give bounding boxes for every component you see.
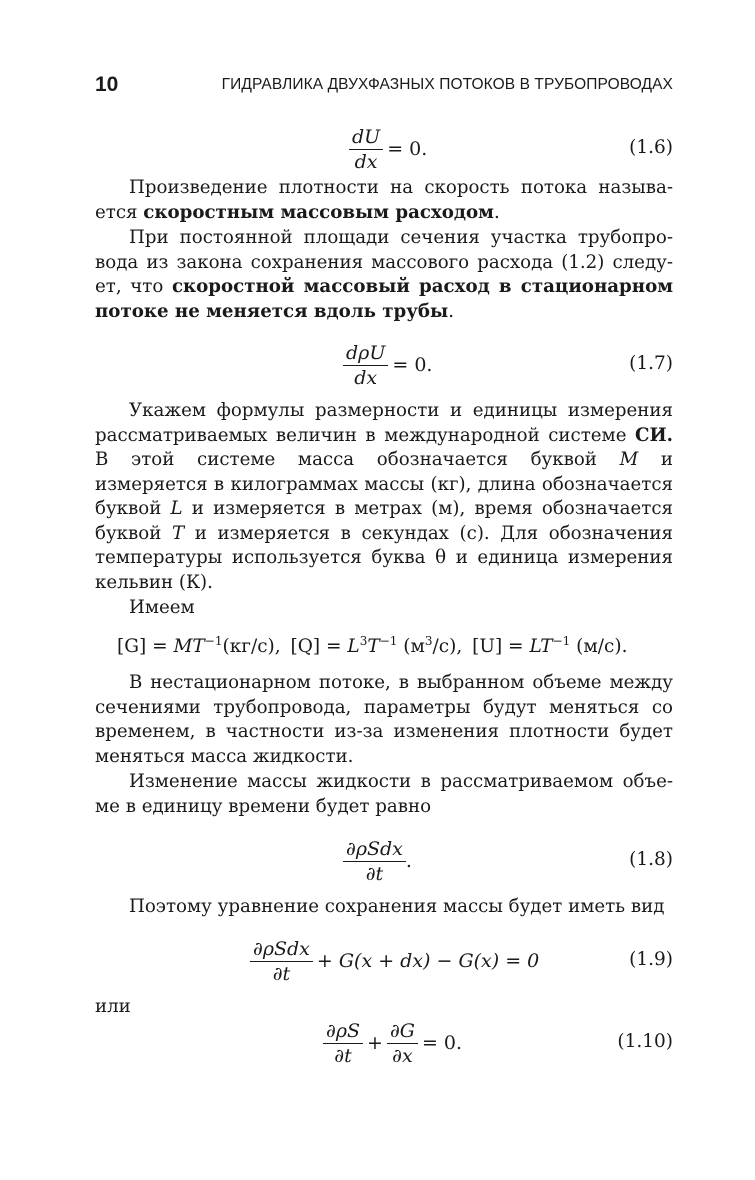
dimension-formulas: $[G] = MT^{-1}(кг/с)$, $[Q] = L^3T^{-1}$ $(м^3/с)$, $[U] = LT^{-1}$ (м/с).: [117, 634, 628, 657]
equation-number: (1.9): [629, 949, 673, 970]
equation-1-9: $\frac{\text{∂ρSdx}}{\partial t}$ + G(x + dx) − G(x) = 0 (1.9): [95, 936, 673, 986]
equation-1-10: $\frac{\partial\rho S}{\partial t}$ + $\frac{\partial G}{\partial x}$ = 0. (1.10): [95, 1018, 673, 1068]
equation-1-6: $\frac{dU}{dx}$ = 0. (1.6): [95, 124, 673, 174]
fraction: $\frac{\partial G}{\partial x}$: [387, 1020, 418, 1067]
paragraph-7: Поэтому уравнение сохранения массы будет иметь вид: [129, 896, 665, 917]
equation-1-8: $\frac{\text{∂ρSdx}}{\partial t}$ . (1.8): [95, 836, 673, 886]
paragraph-1: Произведение плотности на скорость потока называется скоростным массовым расходом.: [95, 177, 673, 223]
fraction: $\frac{\text{∂ρSdx}}{\partial t}$: [250, 938, 313, 985]
equation-number: (1.8): [629, 849, 673, 870]
paragraph-5: В нестационарном потоке, в выбранном объеме между сечениями трубопровода, параметры будут меняться со временем, в частности из-за изменения плотности будет меняться масса жидкости.: [95, 672, 673, 767]
fraction: $\frac{\text{dρU}}{dx}$: [343, 342, 388, 389]
paragraph-3: Укажем формулы размерности и единицы измерения рассматриваемых величин в международной системе СИ. В этой системе масса обозначается буквой M и измеряется в килограммах массы (кг), длина обозначается буквой L и измеряется в метрах (м), время обозначается буквой T и измеряется в секундах (с). Для обозначения температуры используется буква θ и единица измерения кельвин (К).: [95, 400, 673, 593]
fraction: $\frac{\partial\rho S}{\partial t}$: [323, 1020, 363, 1067]
equation-1-7: $\frac{\text{dρU}}{dx}$ = 0. (1.7): [95, 340, 673, 390]
paragraph-6: Изменение массы жидкости в рассматриваемом объеме в единицу времени будет равно: [95, 771, 673, 817]
fraction: $\frac{dU}{dx}$: [349, 126, 383, 173]
page-number: 10: [95, 73, 119, 96]
equation-number: (1.10): [617, 1031, 673, 1052]
paragraph-2: При постоянной площади сечения участка трубопровода из закона сохранения массового расхода (1.2) следует, что скоростной массовый расход в стационарном потоке не меняется вдоль трубы.: [95, 227, 673, 322]
running-title: ГИДРАВЛИКА ДВУХФАЗНЫХ ПОТОКОВ В ТРУБОПРОВОДАХ: [221, 76, 673, 93]
fraction: $\frac{\text{∂ρSdx}}{\partial t}$: [343, 838, 406, 885]
paragraph-8: или: [95, 996, 131, 1017]
equation-number: (1.7): [629, 353, 673, 374]
equation-number: (1.6): [629, 137, 673, 158]
page-header: [95, 70, 673, 100]
paragraph-4: Имеем: [129, 597, 195, 618]
